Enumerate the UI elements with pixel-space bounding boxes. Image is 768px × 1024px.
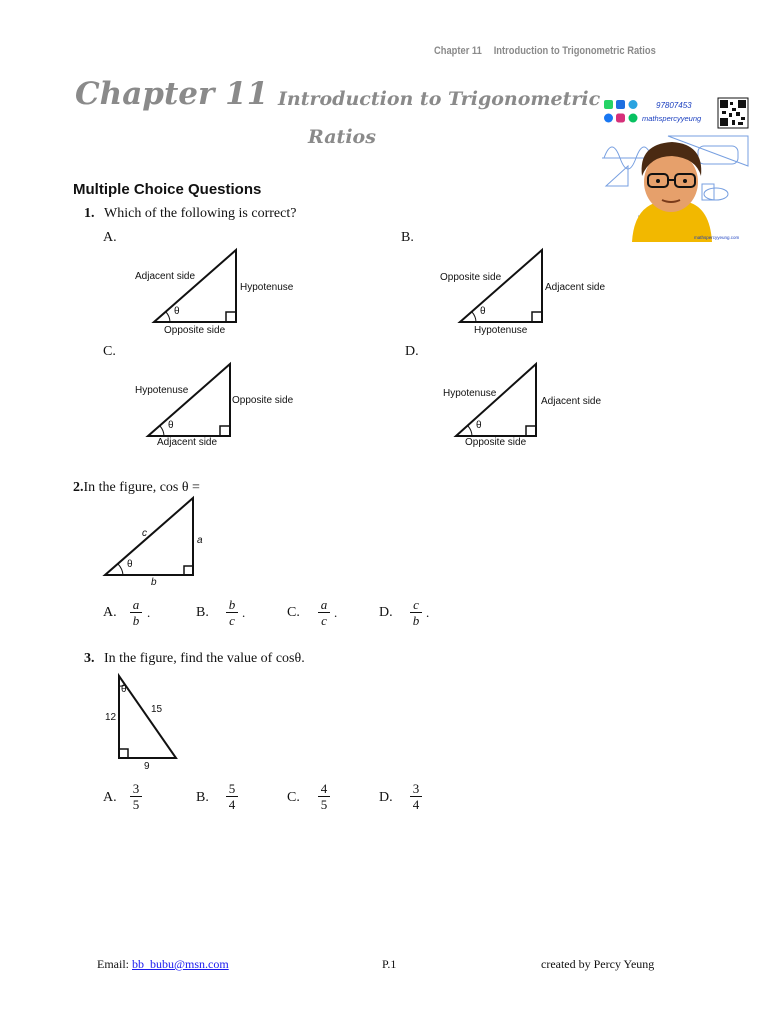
q1-c-bottom-label: Adjacent side	[157, 437, 218, 448]
logo-phone: 97807453	[656, 101, 692, 110]
q1-option-a-letter[interactable]: A.	[103, 230, 117, 245]
q3-option-b-letter[interactable]: B.	[196, 790, 209, 805]
q1-d-bottom-label: Opposite side	[465, 437, 527, 448]
q1-a-bottom-label: Opposite side	[164, 325, 226, 336]
q1-option-d-letter[interactable]: D.	[405, 344, 419, 359]
q1-d-right-label: Adjacent side	[541, 396, 602, 407]
chapter-title-line1: Introduction to Trigonometric	[278, 88, 601, 110]
q3-hyp-label: 15	[151, 704, 163, 715]
q2-a-denominator: b	[132, 613, 140, 628]
q2-a-numerator: a	[132, 597, 140, 612]
running-header	[434, 45, 656, 57]
q2-vertical-label: a	[197, 535, 203, 546]
facebook-icon	[604, 114, 613, 123]
question-3	[84, 651, 305, 667]
q2-hyp-label: c	[142, 528, 147, 539]
q2-option-b-fraction	[226, 597, 238, 628]
q3-option-b-fraction	[226, 781, 238, 812]
q1-c-angle: θ	[168, 420, 174, 431]
q3-b-denominator: 4	[228, 797, 236, 812]
cartoon-avatar	[632, 142, 712, 242]
q1-a-left-label: Adjacent side	[135, 271, 196, 282]
whatsapp-icon	[604, 100, 613, 109]
question-1-text: Which of the following is correct?	[104, 206, 297, 221]
q1-a-right-label: Hypotenuse	[240, 282, 294, 293]
q2-b-denominator: c	[229, 613, 235, 628]
q2-option-a-letter[interactable]: A.	[103, 605, 117, 620]
q2-c-numerator: a	[320, 597, 328, 612]
q1-option-c-letter[interactable]: C.	[103, 344, 116, 359]
author-logo	[598, 96, 752, 242]
footer-email-label: Email:	[97, 957, 129, 971]
section-title: Multiple Choice Questions	[73, 181, 262, 198]
q2-b-numerator: b	[228, 597, 236, 612]
q1-b-bottom-label: Hypotenuse	[474, 325, 528, 336]
wechat-icon	[629, 114, 638, 123]
q2-option-d-fraction	[410, 597, 422, 628]
q1-c-right-label: Opposite side	[232, 395, 294, 406]
q1-option-b-triangle	[438, 246, 628, 338]
q1-option-a-triangle	[130, 246, 320, 338]
q1-option-d-triangle	[438, 360, 628, 452]
q2-option-a-fraction	[130, 597, 142, 628]
footer-credit: created by Percy Yeung	[541, 957, 655, 971]
question-2-text: In the figure, cos θ =	[83, 480, 200, 495]
q3-option-d-letter[interactable]: D.	[379, 790, 393, 805]
qr-code	[718, 98, 748, 128]
q3-d-denominator: 4	[412, 797, 420, 812]
q3-triangle	[100, 672, 200, 772]
q2-option-b-letter[interactable]: B.	[196, 605, 209, 620]
q3-base-label: 9	[144, 761, 150, 772]
running-header-title: Introduction to Trigonometric Ratios	[493, 45, 656, 57]
q2-option-d-letter[interactable]: D.	[379, 605, 393, 620]
q3-c-numerator: 4	[320, 781, 328, 796]
q3-angle: θ	[121, 684, 127, 695]
q2-option-c-letter[interactable]: C.	[287, 605, 300, 620]
q2-d-numerator: c	[413, 597, 419, 612]
q3-a-denominator: 5	[132, 797, 140, 812]
q3-b-numerator: 5	[228, 781, 236, 796]
q2-c-denominator: c	[321, 613, 327, 628]
q3-c-denominator: 5	[320, 797, 328, 812]
q3-vertical-label: 12	[105, 712, 117, 723]
q1-b-left-label: Opposite side	[440, 272, 502, 283]
q2-base-label: b	[151, 577, 157, 586]
question-2-number: 2.	[73, 480, 84, 495]
running-header-chapter: Chapter 11	[434, 45, 482, 57]
logo-handle: mathspercyyeung	[642, 114, 702, 123]
question-3-number: 3.	[84, 651, 95, 666]
q3-option-a-letter[interactable]: A.	[103, 790, 117, 805]
q1-a-angle: θ	[174, 306, 180, 317]
q3-a-numerator: 3	[132, 781, 140, 796]
signal-icon	[616, 100, 625, 109]
question-1-number: 1.	[84, 206, 95, 221]
q2-angle: θ	[127, 559, 133, 570]
telegram-icon	[629, 100, 638, 109]
chapter-title-line2: Ratios	[308, 126, 376, 148]
question-3-text: In the figure, find the value of cosθ.	[104, 651, 305, 666]
q3-option-c-letter[interactable]: C.	[287, 790, 300, 805]
q1-option-c-triangle	[130, 360, 320, 452]
q2-d-denominator: b	[412, 613, 420, 628]
footer-page-number: P.1	[382, 957, 397, 971]
instagram-icon	[616, 114, 625, 123]
question-1	[84, 206, 296, 222]
q3-option-c-fraction	[318, 781, 330, 812]
q1-d-angle: θ	[476, 420, 482, 431]
chapter-number: Chapter 11	[75, 76, 269, 112]
q1-b-right-label: Adjacent side	[545, 282, 606, 293]
q2-triangle	[100, 494, 220, 586]
q2-option-c-fraction	[318, 597, 330, 628]
q3-option-d-fraction	[410, 781, 422, 812]
q1-option-b-letter[interactable]: B.	[401, 230, 414, 245]
footer-email	[97, 957, 229, 972]
footer-email-link[interactable]: bb_bubu@msn.com	[132, 957, 229, 971]
q1-b-angle: θ	[480, 306, 486, 317]
q3-option-a-fraction	[130, 781, 142, 812]
q1-c-left-label: Hypotenuse	[135, 385, 189, 396]
q1-d-left-label: Hypotenuse	[443, 388, 497, 399]
q3-d-numerator: 3	[412, 781, 420, 796]
logo-site: mathspercyyeung.com	[694, 235, 740, 240]
